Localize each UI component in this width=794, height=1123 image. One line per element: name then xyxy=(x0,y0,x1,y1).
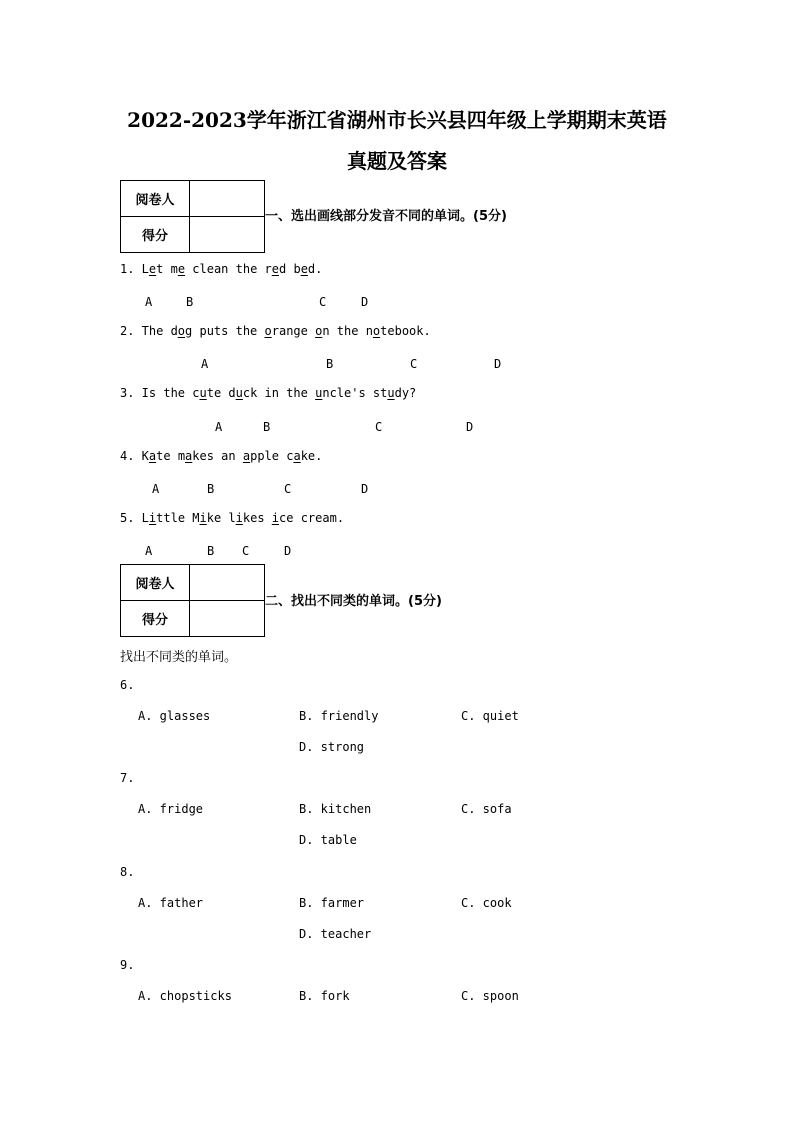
question-9-number: 9. xyxy=(120,958,135,972)
question-8-number: 8. xyxy=(120,865,135,879)
sentence-text: te m xyxy=(156,449,186,463)
sentence-text: d b xyxy=(279,262,301,276)
q4-option-letter: B xyxy=(207,482,215,496)
q1-option-letter: B xyxy=(186,295,194,309)
q2-option-letter: C xyxy=(410,357,418,371)
underlined-letter: a xyxy=(148,449,157,463)
q7-option-d: D. table xyxy=(299,833,357,847)
sentence-text: t m xyxy=(156,262,178,276)
score-label: 得分 xyxy=(121,601,190,637)
q2-option-letter: D xyxy=(494,357,502,371)
sentence-text: ck in the xyxy=(242,386,316,400)
q3-option-letter: D xyxy=(466,420,474,434)
q6-option-d: D. strong xyxy=(299,740,365,754)
score-label: 得分 xyxy=(121,217,190,253)
sentence-text: ttle M xyxy=(156,511,200,525)
underlined-letter: e xyxy=(271,262,279,276)
q9-option-a: A. chopsticks xyxy=(138,989,232,1003)
sentence-text: ke. xyxy=(300,449,323,463)
underlined-letter: u xyxy=(387,386,395,400)
sentence-text: te d xyxy=(206,386,236,400)
q1-option-letter: C xyxy=(319,295,327,309)
q8-option-a: A. father xyxy=(138,896,204,910)
question-1 xyxy=(120,262,322,276)
underlined-letter: u xyxy=(235,386,243,400)
document-title-line1: 2022-2023学年浙江省湖州市长兴县四年级上学期期末英语 xyxy=(127,108,667,132)
underlined-letter: i xyxy=(271,511,280,525)
q2-option-letter: A xyxy=(201,357,209,371)
underlined-letter: o xyxy=(315,324,323,338)
sentence-text: range xyxy=(271,324,316,338)
sentence-text: n the n xyxy=(322,324,373,338)
q1-option-letter: A xyxy=(145,295,153,309)
q5-option-letter: B xyxy=(207,544,215,558)
sentence-text: dy? xyxy=(394,386,417,400)
q6-option-a: A. glasses xyxy=(138,709,211,723)
underlined-letter: u xyxy=(199,386,207,400)
q3-option-letter: C xyxy=(375,420,383,434)
score-blank xyxy=(190,217,265,253)
q7-option-c: C. sofa xyxy=(461,802,512,816)
sentence-text: ke l xyxy=(206,511,236,525)
q9-option-c: C. spoon xyxy=(461,989,519,1003)
sentence-text: 3. Is the c xyxy=(120,386,200,400)
q8-option-c: C. cook xyxy=(461,896,512,910)
underlined-letter: u xyxy=(315,386,323,400)
q4-option-letter: A xyxy=(152,482,160,496)
reviewer-label: 阅卷人 xyxy=(121,181,190,217)
q4-option-letter: D xyxy=(361,482,369,496)
section2-heading: 二、找出不同类的单词。(5分) xyxy=(265,594,442,609)
reviewer-label: 阅卷人 xyxy=(121,565,190,601)
q1-option-letter: D xyxy=(361,295,369,309)
sentence-text: 4. K xyxy=(120,449,149,463)
underlined-letter: o xyxy=(177,324,186,338)
q3-option-letter: B xyxy=(263,420,271,434)
sentence-text: kes an xyxy=(192,449,243,463)
q7-option-b: B. kitchen xyxy=(299,802,372,816)
sentence-text: g puts the xyxy=(185,324,265,338)
underlined-letter: i xyxy=(148,511,157,525)
question-5 xyxy=(120,511,344,525)
sentence-text: 2. The d xyxy=(120,324,178,338)
sentence-text: 5. L xyxy=(120,511,149,525)
q2-option-letter: B xyxy=(326,357,334,371)
q3-option-letter: A xyxy=(215,420,223,434)
question-4 xyxy=(120,449,322,463)
section2-instruction: 找出不同类的单词。 xyxy=(120,650,238,665)
sentence-text: ncle's st xyxy=(322,386,388,400)
sentence-text: d. xyxy=(307,262,323,276)
underlined-letter: a xyxy=(293,449,301,463)
sentence-text: ce cream. xyxy=(279,511,345,525)
q6-option-c: C. quiet xyxy=(461,709,519,723)
reviewer-blank xyxy=(190,181,265,217)
q9-option-b: B. fork xyxy=(299,989,350,1003)
underlined-letter: i xyxy=(235,511,243,525)
underlined-letter: o xyxy=(372,324,381,338)
underlined-letter: e xyxy=(148,262,157,276)
grader-box-1 xyxy=(120,180,265,253)
underlined-letter: e xyxy=(300,262,308,276)
question-6-number: 6. xyxy=(120,678,135,692)
q6-option-b: B. friendly xyxy=(299,709,379,723)
q4-option-letter: C xyxy=(284,482,292,496)
q8-option-b: B. farmer xyxy=(299,896,365,910)
underlined-letter: e xyxy=(177,262,186,276)
score-blank xyxy=(190,601,265,637)
q5-option-letter: A xyxy=(145,544,153,558)
q7-option-a: A. fridge xyxy=(138,802,204,816)
sentence-text: 1. L xyxy=(120,262,149,276)
question-7-number: 7. xyxy=(120,771,135,785)
section1-heading: 一、选出画线部分发音不同的单词。(5分) xyxy=(265,209,507,224)
question-3 xyxy=(120,386,416,400)
q8-option-d: D. teacher xyxy=(299,927,372,941)
q5-option-letter: D xyxy=(284,544,292,558)
document-title-line2: 真题及答案 xyxy=(347,149,447,173)
question-2 xyxy=(120,324,431,338)
sentence-text: tebook. xyxy=(380,324,431,338)
sentence-text: kes xyxy=(242,511,272,525)
sentence-text: clean the r xyxy=(185,262,272,276)
underlined-letter: a xyxy=(185,449,193,463)
sentence-text: pple c xyxy=(250,449,294,463)
underlined-letter: i xyxy=(199,511,207,525)
underlined-letter: o xyxy=(264,324,272,338)
underlined-letter: a xyxy=(242,449,251,463)
q5-option-letter: C xyxy=(242,544,250,558)
reviewer-blank xyxy=(190,565,265,601)
grader-box-2 xyxy=(120,564,265,637)
